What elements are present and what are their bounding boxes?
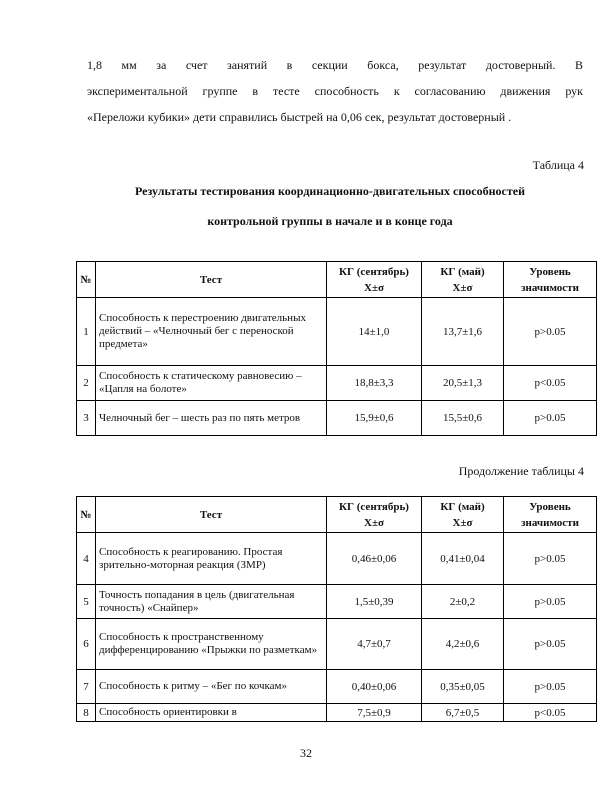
table-continuation-label: Продолжение таблицы 4 [458,464,584,478]
table-row [77,585,597,619]
row-kg-september: 15,9±0,6 [327,401,422,436]
header-significance-line-2: значимости [521,281,579,294]
header-test: Тест [96,262,327,298]
intro-line-3: «Переложи кубики» дети справились быстрей на 0,06 сек, результат достоверный . [87,110,512,124]
row-test-name: Способность к пространственному дифференцированию «Прыжки по разметкам» [96,619,327,670]
row-test-name: Способность к ритму – «Бег по кочкам» [96,670,327,704]
results-table-2 [76,496,597,722]
header-kg-may-label: КГ (май) [440,500,485,513]
row-test-name: Точность попадания в цель (двигательная точность) «Снайпер» [96,585,327,619]
row-number: 7 [77,670,96,704]
row-significance: р>0.05 [504,401,597,436]
row-kg-september: 7,5±0,9 [327,704,422,722]
row-number: 6 [77,619,96,670]
header-kg-september-stat: X±σ [364,516,384,529]
header-kg-may-label: КГ (май) [440,265,485,278]
table-header-row [77,262,597,298]
row-kg-september: 18,8±3,3 [327,366,422,401]
row-significance: р<0.05 [504,704,597,722]
header-kg-september [327,497,422,533]
header-significance [504,497,597,533]
row-test-name: Челночный бег – шесть раз по пять метров [96,401,327,436]
row-significance: р>0.05 [504,298,597,366]
table-label: Таблица 4 [532,158,584,172]
row-test-name: Способность к реагированию. Простая зрительно-моторная реакция (ЗМР) [96,533,327,585]
row-kg-may: 4,2±0,6 [422,619,504,670]
row-kg-may: 0,35±0,05 [422,670,504,704]
table-title-line-1: Результаты тестирования координационно-двигательных способностей [134,184,525,198]
row-kg-september: 0,46±0,06 [327,533,422,585]
header-num: № [77,497,96,533]
row-test-name: Способность к перестроению двигательных действий – «Челночный бег с переноской предмета» [96,298,327,366]
row-kg-may: 0,41±0,04 [422,533,504,585]
row-significance: р>0.05 [504,585,597,619]
table-header-row [77,497,597,533]
row-kg-september: 14±1,0 [327,298,422,366]
row-number: 4 [77,533,96,585]
header-significance-line-1: Уровень [529,500,571,513]
header-significance-line-1: Уровень [529,265,571,278]
header-test: Тест [96,497,327,533]
row-kg-september: 0,40±0,06 [327,670,422,704]
row-significance: р>0.05 [504,533,597,585]
header-kg-may-stat: X±σ [452,516,473,529]
header-significance-line-2: значимости [521,516,579,529]
header-kg-september [327,262,422,298]
row-test-name: Способность к статическому равновесию – «Цапля на болоте» [96,366,327,401]
row-number: 2 [77,366,96,401]
row-test-name: Способность ориентировки в [96,704,327,722]
table-row [77,670,597,704]
row-number: 1 [77,298,96,366]
header-significance [504,262,597,298]
results-table-1 [76,261,597,436]
row-kg-september: 4,7±0,7 [327,619,422,670]
table-title-line-2: контрольной группы в начале и в конце года [207,214,453,228]
page-number: 32 [300,746,312,760]
header-kg-september-label: КГ (сентябрь) [339,500,409,513]
header-kg-may-stat: X±σ [452,281,473,294]
table-row [77,298,597,366]
table-row [77,619,597,670]
header-num: № [77,262,96,298]
row-number: 5 [77,585,96,619]
header-kg-may [422,262,504,298]
header-kg-may [422,497,504,533]
row-significance: р>0.05 [504,670,597,704]
row-significance: р<0.05 [504,366,597,401]
row-kg-may: 13,7±1,6 [422,298,504,366]
row-kg-may: 6,7±0,5 [422,704,504,722]
row-significance: р>0.05 [504,619,597,670]
row-kg-september: 1,5±0,39 [327,585,422,619]
row-kg-may: 2±0,2 [422,585,504,619]
table-row [77,366,597,401]
header-kg-september-stat: X±σ [364,281,384,294]
row-kg-may: 15,5±0,6 [422,401,504,436]
table-row [77,533,597,585]
intro-line-2: экспериментальной группе в тесте способность к согласованию движения рук [87,84,583,98]
intro-paragraph [87,52,583,130]
row-kg-may: 20,5±1,3 [422,366,504,401]
header-kg-september-label: КГ (сентябрь) [339,265,409,278]
table-row [77,704,597,722]
row-number: 3 [77,401,96,436]
intro-line-1: 1,8 мм за счет занятий в секции бокса, результат достоверный. В [87,58,583,72]
row-number: 8 [77,704,96,722]
table-row [77,401,597,436]
